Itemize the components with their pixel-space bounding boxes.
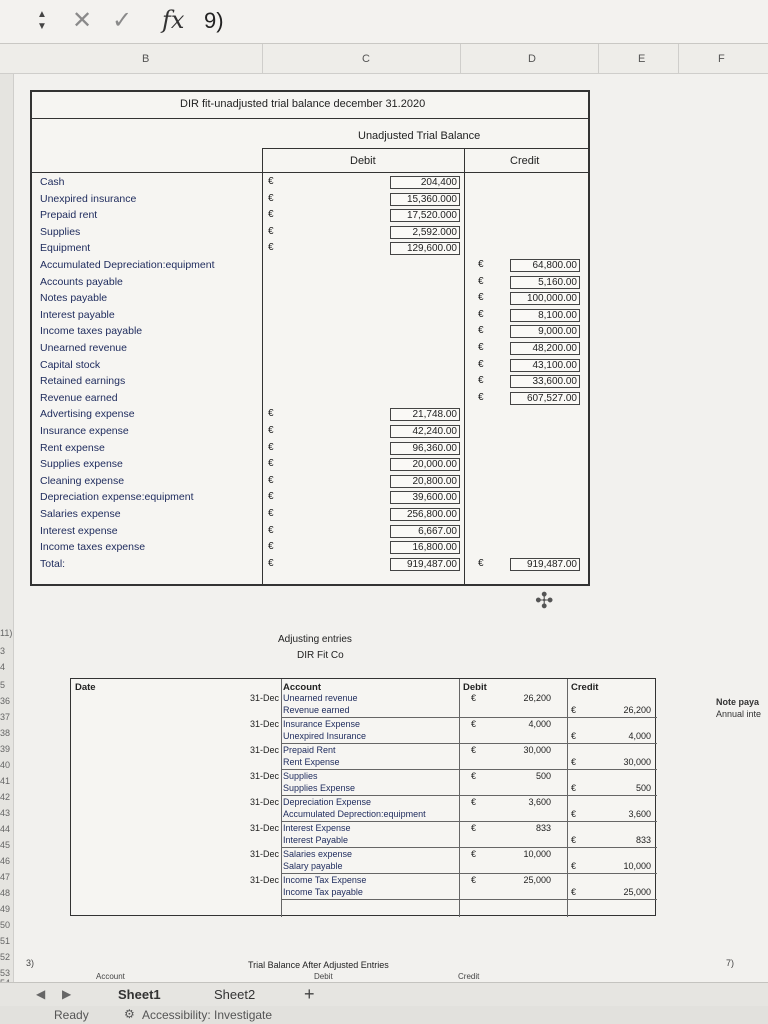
account-cell[interactable]: Notes payable — [40, 292, 108, 305]
enter-icon[interactable]: ✓ — [112, 7, 133, 34]
column-header-e[interactable]: E — [638, 53, 646, 65]
account-cell[interactable]: Unearned revenue — [283, 693, 358, 703]
credit-cell[interactable]: 30,000 — [623, 757, 651, 767]
journal-row-credit[interactable] — [71, 731, 657, 743]
credit-cell[interactable]: 100,000.00 — [510, 292, 580, 305]
debit-cell[interactable]: 20,800.00 — [390, 475, 460, 488]
account-header: Account — [283, 682, 321, 693]
debit-cell[interactable]: 919,487.00 — [390, 558, 460, 571]
row-header[interactable]: 52 — [0, 952, 11, 962]
add-sheet-button[interactable]: + — [304, 984, 315, 1004]
formula-bar — [0, 0, 768, 44]
column-headers — [0, 44, 768, 74]
account-cell[interactable]: Interest expense — [40, 524, 118, 537]
divider — [262, 148, 588, 149]
trial-balance-title: DIR fit-unadjusted trial balance december 31.2020 — [180, 98, 426, 110]
account-cell[interactable]: Supplies — [40, 225, 81, 238]
currency-symbol: € — [268, 458, 274, 470]
row-header[interactable]: 42 — [0, 792, 11, 802]
row-header[interactable]: 51 — [0, 936, 11, 946]
credit-cell[interactable]: 26,200 — [623, 705, 651, 715]
prev-sheet-icon[interactable]: ◀ — [36, 987, 46, 1001]
cancel-icon[interactable]: ✕ — [72, 7, 93, 34]
table-row[interactable] — [36, 392, 588, 405]
currency-symbol: € — [471, 849, 477, 859]
account-cell[interactable]: Prepaid Rent — [283, 745, 336, 755]
currency-symbol: € — [268, 557, 274, 569]
credit-header: Credit — [458, 972, 480, 981]
currency-symbol: € — [571, 731, 577, 741]
currency-symbol: € — [268, 508, 274, 519]
table-row[interactable] — [36, 508, 588, 521]
account-cell[interactable]: Prepaid rent — [40, 209, 98, 222]
debit-cell[interactable]: 39,600.00 — [390, 491, 460, 504]
debit-cell[interactable]: 10,000 — [523, 849, 551, 859]
table-row[interactable] — [36, 325, 588, 338]
credit-cell[interactable]: 10,000 — [623, 861, 651, 871]
table-row[interactable] — [36, 442, 588, 455]
date-cell[interactable]: 31-Dec — [249, 719, 279, 729]
table-row[interactable] — [36, 242, 588, 255]
column-header-c[interactable]: C — [362, 53, 370, 65]
status-bar — [0, 1006, 768, 1024]
currency-symbol: € — [268, 425, 274, 436]
account-header: Account — [96, 972, 125, 981]
journal-row-credit[interactable] — [71, 757, 657, 769]
divider — [281, 899, 657, 900]
credit-cell[interactable]: 33,600.00 — [510, 375, 580, 388]
name-box-stepper[interactable] — [34, 9, 50, 35]
account-cell[interactable]: Supplies — [283, 771, 318, 781]
column-divider[interactable] — [598, 44, 599, 74]
currency-symbol: € — [471, 875, 477, 885]
account-cell[interactable]: Unexpired insurance — [40, 192, 137, 205]
adjusting-entries-table — [70, 678, 656, 916]
currency-symbol: € — [571, 861, 577, 871]
adjusting-title: Adjusting entries — [278, 634, 352, 645]
journal-row-debit[interactable] — [71, 693, 657, 705]
column-divider[interactable] — [678, 44, 679, 74]
journal-row-credit[interactable] — [71, 809, 657, 821]
adjusting-subtitle: DIR Fit Co — [297, 650, 344, 661]
row-header[interactable]: 40 — [0, 760, 11, 770]
currency-symbol: € — [268, 192, 274, 204]
account-cell[interactable]: Cash — [40, 176, 65, 188]
credit-cell[interactable]: 5,160.00 — [510, 276, 580, 289]
date-cell[interactable]: 31-Dec — [249, 823, 279, 833]
account-cell[interactable]: Salary payable — [283, 861, 343, 871]
table-row[interactable] — [36, 292, 588, 305]
account-cell[interactable]: Accounts payable — [40, 275, 123, 288]
table-row[interactable] — [36, 525, 588, 538]
account-cell[interactable]: Unearned revenue — [40, 342, 127, 354]
credit-header: Credit — [510, 155, 540, 167]
currency-symbol: € — [478, 358, 484, 370]
unadjusted-trial-balance — [30, 90, 590, 586]
account-cell[interactable]: Revenue earned — [283, 705, 350, 715]
debit-cell[interactable]: 25,000 — [523, 875, 551, 885]
currency-symbol: € — [478, 308, 484, 320]
debit-header: Debit — [463, 682, 487, 693]
debit-cell[interactable]: 256,800.00 — [390, 508, 460, 521]
account-cell[interactable]: Interest Expense — [283, 823, 351, 833]
table-row[interactable] — [36, 193, 588, 206]
credit-cell[interactable]: 9,000.00 — [510, 325, 580, 338]
journal-row-credit[interactable] — [71, 861, 657, 873]
adjusted-trial-balance-title: Trial Balance After Adjusted Entries — [248, 960, 389, 970]
currency-symbol: € — [478, 391, 484, 403]
sheet-tab-bar — [0, 982, 768, 1006]
journal-row-debit[interactable] — [71, 823, 657, 835]
currency-symbol: € — [268, 541, 274, 553]
currency-symbol: € — [471, 745, 477, 755]
row-header[interactable]: 4 — [0, 662, 6, 672]
table-row[interactable] — [36, 359, 588, 372]
currency-symbol: € — [471, 719, 477, 729]
journal-row-debit[interactable] — [71, 797, 657, 809]
credit-cell[interactable]: 607,527.00 — [510, 392, 580, 405]
table-row[interactable] — [36, 425, 588, 438]
column-header-d[interactable]: D — [528, 53, 536, 65]
journal-row-debit[interactable] — [71, 849, 657, 861]
row-marker: 7) — [726, 958, 735, 968]
row-header[interactable]: 38 — [0, 728, 11, 738]
divider — [281, 717, 657, 718]
currency-symbol: € — [471, 693, 477, 703]
accessibility-status[interactable]: Accessibility: Investigate — [142, 1008, 273, 1022]
currency-symbol: € — [571, 757, 577, 767]
credit-cell[interactable]: 25,000 — [623, 887, 651, 897]
row-header[interactable]: 49 — [0, 904, 11, 914]
column-header-b[interactable]: B — [142, 53, 150, 65]
journal-row-credit[interactable] — [71, 835, 657, 847]
currency-symbol: € — [571, 705, 577, 715]
row-header[interactable]: 43 — [0, 808, 11, 818]
debit-cell[interactable]: 26,200 — [523, 693, 551, 703]
debit-cell[interactable]: 500 — [535, 771, 551, 781]
account-cell[interactable]: Accumulated Deprection:equipment — [283, 809, 426, 819]
currency-symbol: € — [478, 325, 484, 337]
date-cell[interactable]: 31-Dec — [249, 797, 279, 807]
divider — [281, 769, 657, 770]
currency-symbol: € — [478, 292, 484, 304]
account-cell[interactable]: Salaries expense — [283, 849, 353, 859]
currency-symbol: € — [478, 259, 484, 270]
table-row[interactable] — [36, 458, 588, 471]
debit-cell[interactable]: 30,000 — [523, 745, 551, 755]
table-row[interactable] — [36, 276, 588, 289]
debit-cell[interactable]: 204,400 — [390, 176, 460, 189]
table-row[interactable] — [36, 375, 588, 388]
row-header[interactable]: 44 — [0, 824, 11, 834]
debit-cell[interactable]: 15,360.000 — [390, 193, 460, 206]
row-header[interactable]: 11) — [0, 628, 13, 638]
currency-symbol: € — [268, 474, 274, 486]
divider — [281, 743, 657, 744]
table-row[interactable] — [36, 475, 588, 488]
row-header[interactable]: 5 — [0, 680, 6, 690]
credit-cell[interactable]: 48,200.00 — [510, 342, 580, 355]
account-cell[interactable]: Income taxes expense — [40, 541, 146, 554]
account-cell[interactable]: Revenue earned — [40, 391, 118, 404]
debit-cell[interactable]: 16,800.00 — [390, 541, 460, 554]
currency-symbol: € — [268, 209, 274, 221]
row-header[interactable]: 3 — [0, 646, 6, 656]
journal-row-credit[interactable] — [71, 887, 657, 899]
date-cell[interactable]: 31-Dec — [249, 745, 279, 755]
column-header-f[interactable]: F — [718, 53, 725, 65]
debit-cell[interactable]: 42,240.00 — [390, 425, 460, 438]
currency-symbol: € — [571, 783, 577, 793]
debit-cell[interactable]: 96,360.00 — [390, 442, 460, 455]
table-row[interactable] — [36, 176, 588, 189]
debit-cell[interactable]: 20,000.00 — [390, 458, 460, 471]
currency-symbol: € — [571, 887, 577, 897]
table-row[interactable] — [36, 558, 588, 571]
currency-symbol: € — [471, 823, 477, 833]
table-row[interactable] — [36, 309, 588, 322]
journal-row-credit[interactable] — [71, 783, 657, 795]
journal-row-credit[interactable] — [71, 705, 657, 717]
account-cell[interactable]: Insurance expense — [40, 425, 129, 437]
credit-cell[interactable]: 8,100.00 — [510, 309, 580, 322]
column-divider[interactable] — [460, 44, 461, 74]
date-header: Date — [75, 682, 96, 693]
currency-symbol: € — [268, 176, 274, 187]
credit-cell[interactable]: 64,800.00 — [510, 259, 580, 272]
divider — [281, 795, 657, 796]
credit-cell[interactable]: 43,100.00 — [510, 359, 580, 372]
table-row[interactable] — [36, 408, 588, 421]
journal-row-debit[interactable] — [71, 719, 657, 731]
currency-symbol: € — [268, 408, 274, 420]
account-cell[interactable]: Advertising expense — [40, 408, 135, 421]
account-cell[interactable]: Interest Payable — [283, 835, 349, 845]
tab-sheet1[interactable]: Sheet1 — [118, 987, 161, 1002]
status-ready: Ready — [54, 1008, 89, 1022]
note-label: Annual inte — [716, 709, 762, 719]
account-cell[interactable]: Interest payable — [40, 308, 115, 321]
row-headers — [0, 74, 14, 984]
account-cell[interactable]: Rent Expense — [283, 757, 340, 767]
row-header[interactable]: 39 — [0, 744, 11, 754]
debit-header: Debit — [350, 155, 376, 167]
date-cell[interactable]: 31-Dec — [249, 693, 279, 703]
cell-cursor-icon: ✣ — [535, 588, 554, 613]
currency-symbol: € — [268, 242, 274, 254]
currency-symbol: € — [268, 225, 274, 237]
debit-cell[interactable]: 833 — [535, 823, 551, 833]
divider — [281, 847, 657, 848]
accessibility-icon[interactable]: ⚙ — [124, 1007, 135, 1021]
divider — [32, 118, 588, 119]
row-marker: 3) — [26, 958, 35, 968]
row-header[interactable]: 47 — [0, 872, 11, 882]
fx-icon[interactable]: fx — [162, 6, 185, 34]
journal-row-debit[interactable] — [71, 745, 657, 757]
currency-symbol: € — [471, 797, 477, 807]
account-cell[interactable]: Insurance Expense — [283, 719, 361, 729]
currency-symbol: € — [478, 557, 484, 569]
trial-balance-subtitle: Unadjusted Trial Balance — [358, 130, 481, 142]
account-cell[interactable]: Income Tax Expense — [283, 875, 367, 885]
currency-symbol: € — [268, 441, 274, 453]
row-header[interactable]: 36 — [0, 696, 11, 706]
account-cell[interactable]: Accumulated Depreciation:equipment — [40, 259, 215, 271]
divider — [281, 821, 657, 822]
currency-symbol: € — [478, 375, 484, 387]
account-cell[interactable]: Capital stock — [40, 358, 101, 371]
debit-header: Debit — [314, 972, 333, 981]
account-cell[interactable]: Rent expense — [40, 441, 105, 454]
currency-symbol: € — [268, 524, 274, 536]
row-header[interactable]: 53 — [0, 968, 11, 978]
journal-row-debit[interactable] — [71, 875, 657, 887]
table-row[interactable] — [36, 541, 588, 554]
account-cell[interactable]: Retained earnings — [40, 375, 126, 388]
credit-cell[interactable]: 3,600 — [628, 809, 651, 819]
table-row[interactable] — [36, 226, 588, 239]
date-cell[interactable]: 31-Dec — [249, 771, 279, 781]
account-cell[interactable]: Unexpired Insurance — [283, 731, 367, 741]
table-row[interactable] — [36, 342, 588, 355]
credit-cell[interactable]: 4,000 — [628, 731, 651, 741]
currency-symbol: € — [268, 491, 274, 503]
account-cell[interactable]: Total: — [40, 557, 66, 570]
credit-cell[interactable]: 919,487.00 — [510, 558, 580, 571]
account-cell[interactable]: Cleaning expense — [40, 474, 125, 487]
row-header[interactable]: 46 — [0, 856, 11, 866]
account-cell[interactable]: Salaries expense — [40, 508, 121, 520]
account-cell[interactable]: Supplies expense — [40, 458, 123, 471]
debit-cell[interactable]: 3,600 — [528, 797, 551, 807]
account-cell[interactable]: Income taxes payable — [40, 325, 143, 338]
debit-cell[interactable]: 4,000 — [528, 719, 551, 729]
row-header[interactable]: 37 — [0, 712, 11, 722]
next-sheet-icon[interactable]: ▶ — [62, 987, 72, 1001]
tab-sheet2[interactable]: Sheet2 — [214, 987, 256, 1002]
account-cell[interactable]: Depreciation Expense — [283, 797, 372, 807]
row-header[interactable]: 41 — [0, 776, 11, 786]
account-cell[interactable]: Depreciation expense:equipment — [40, 491, 194, 504]
divider — [281, 873, 657, 874]
currency-symbol: € — [471, 771, 477, 781]
credit-header: Credit — [571, 682, 599, 693]
column-divider[interactable] — [262, 44, 263, 74]
row-header[interactable]: 48 — [0, 888, 11, 898]
date-cell[interactable]: 31-Dec — [249, 875, 279, 885]
date-cell[interactable]: 31-Dec — [249, 849, 279, 859]
currency-symbol: € — [478, 342, 484, 353]
currency-symbol: € — [478, 275, 484, 287]
debit-cell[interactable]: 129,600.00 — [390, 242, 460, 255]
currency-symbol: € — [571, 809, 577, 819]
note-label: Note paya — [716, 697, 760, 707]
journal-row-debit[interactable] — [71, 771, 657, 783]
row-header[interactable]: 50 — [0, 920, 11, 930]
debit-cell[interactable]: 21,748.00 — [390, 408, 460, 421]
chevron-down-icon[interactable]: ▼ — [37, 21, 47, 32]
table-row[interactable] — [36, 259, 588, 272]
chevron-up-icon[interactable]: ▲ — [37, 9, 47, 20]
credit-cell[interactable]: 833 — [635, 835, 651, 845]
row-header[interactable]: 45 — [0, 840, 11, 850]
table-row[interactable] — [36, 209, 588, 222]
divider — [32, 172, 588, 173]
debit-cell[interactable]: 2,592.000 — [390, 226, 460, 239]
table-row[interactable] — [36, 491, 588, 504]
formula-input[interactable] — [204, 6, 744, 36]
debit-cell[interactable]: 17,520.000 — [390, 209, 460, 222]
account-cell[interactable]: Equipment — [40, 242, 91, 255]
account-cell[interactable]: Income Tax payable — [283, 887, 363, 897]
currency-symbol: € — [571, 835, 577, 845]
account-cell[interactable]: Supplies Expense — [283, 783, 356, 793]
debit-cell[interactable]: 6,667.00 — [390, 525, 460, 538]
credit-cell[interactable]: 500 — [635, 783, 651, 793]
